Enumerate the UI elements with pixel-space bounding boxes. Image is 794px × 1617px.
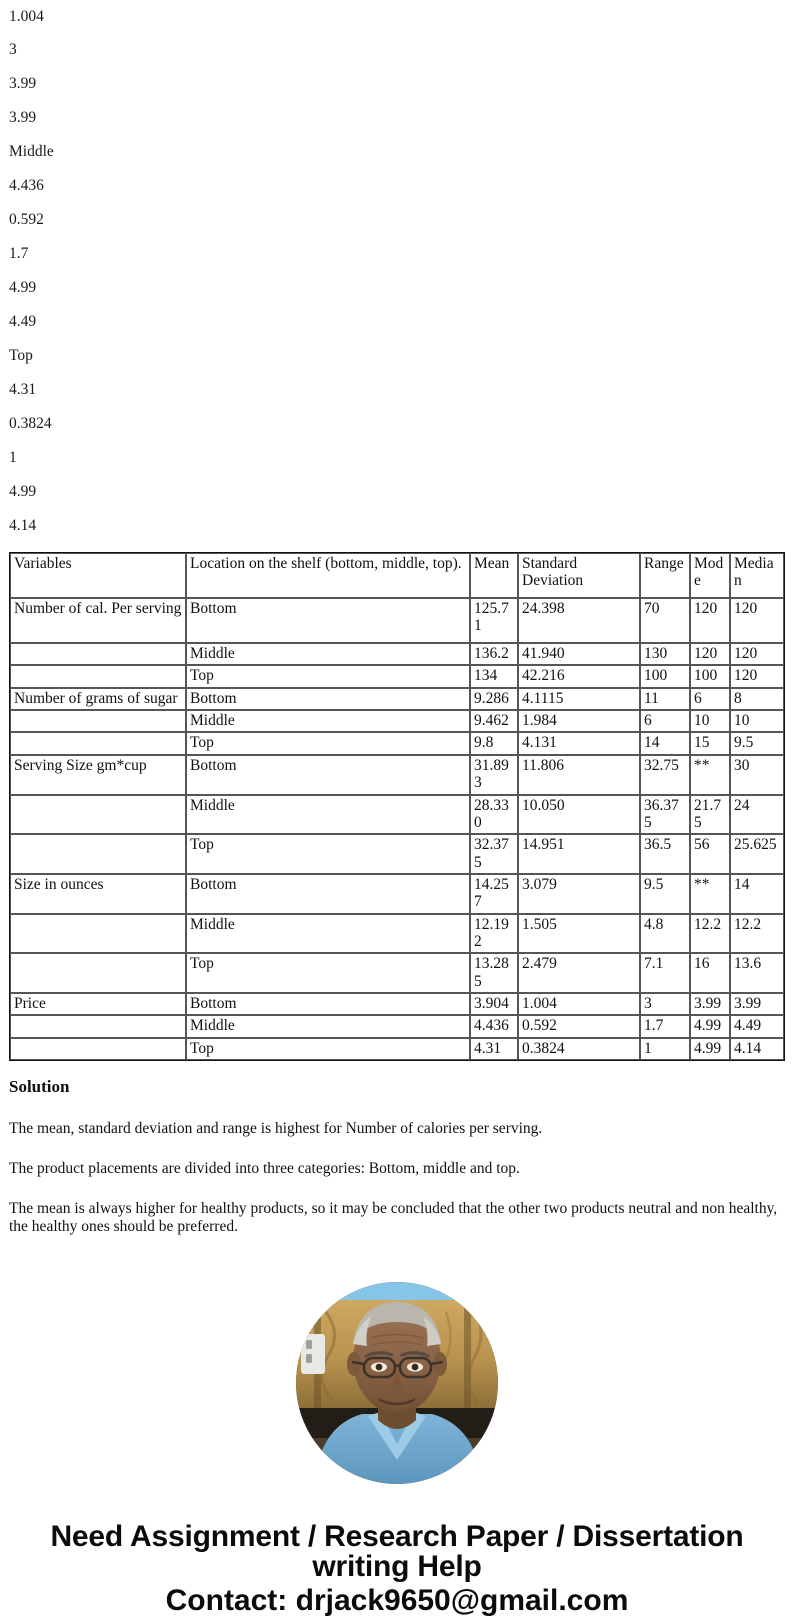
cell-location: Middle [186, 710, 470, 732]
cell-location: Top [186, 732, 470, 754]
solution-paragraph-1: The mean, standard deviation and range is highest for Number of calories per serving. [9, 1119, 543, 1137]
table-row [10, 795, 784, 835]
top-value-item: Top [9, 347, 33, 365]
cell-variable [10, 914, 186, 954]
table-row [10, 598, 784, 643]
header-cell-sd: Standard Deviation [518, 553, 640, 598]
cell-standard-deviation: 4.1115 [518, 688, 640, 710]
cell-mean: 9.286 [470, 688, 518, 710]
solution-heading: Solution [9, 1077, 70, 1097]
cell-standard-deviation: 4.131 [518, 732, 640, 754]
cell-range: 36.5 [640, 834, 690, 874]
cell-mode: 16 [690, 953, 730, 993]
top-value-item: 3 [9, 41, 17, 59]
table-header-row [10, 553, 784, 598]
cell-range: 9.5 [640, 874, 690, 914]
table-row [10, 643, 784, 665]
top-value-list [0, 0, 794, 543]
cell-median: 30 [730, 755, 784, 795]
cell-location: Top [186, 1038, 470, 1060]
cell-variable: Serving Size gm*cup [10, 755, 186, 795]
top-value-item: 4.49 [9, 313, 37, 331]
table-row [10, 993, 784, 1015]
top-value-item: 0.3824 [9, 415, 52, 433]
cell-median: 10 [730, 710, 784, 732]
cell-median: 13.6 [730, 953, 784, 993]
promo-footer [0, 1522, 794, 1616]
top-value-item: Middle [9, 143, 54, 161]
cell-variable [10, 1015, 186, 1037]
cell-standard-deviation: 24.398 [518, 598, 640, 643]
cell-location: Bottom [186, 598, 470, 643]
cell-median: 9.5 [730, 732, 784, 754]
cell-mode: 6 [690, 688, 730, 710]
table-row [10, 710, 784, 732]
cell-variable [10, 732, 186, 754]
top-value-item: 1.004 [9, 7, 44, 25]
cell-variable: Number of grams of sugar [10, 688, 186, 710]
cell-location: Middle [186, 914, 470, 954]
cell-range: 130 [640, 643, 690, 665]
top-value-item: 4.31 [9, 381, 37, 399]
cell-range: 11 [640, 688, 690, 710]
solution-paragraph-2: The product placements are divided into three categories: Bottom, middle and top. [9, 1159, 520, 1177]
cell-standard-deviation: 10.050 [518, 795, 640, 835]
portrait-photo-illustration [296, 1282, 498, 1484]
cell-median: 120 [730, 598, 784, 643]
cell-mean: 3.904 [470, 993, 518, 1015]
cell-mean: 136.2 [470, 643, 518, 665]
cell-standard-deviation: 42.216 [518, 665, 640, 687]
solution-paragraph-3: The mean is always higher for healthy products, so it may be concluded that the other two products neutral and non healthy, the healthy ones should be preferred. [9, 1199, 778, 1235]
cell-variable: Number of cal. Per serving [10, 598, 186, 643]
avatar [296, 1282, 498, 1484]
cell-mode: 3.99 [690, 993, 730, 1015]
cell-range: 6 [640, 710, 690, 732]
cell-standard-deviation: 1.004 [518, 993, 640, 1015]
cell-location: Bottom [186, 874, 470, 914]
cell-location: Middle [186, 1015, 470, 1037]
header-cell-median: Median [730, 553, 784, 598]
cell-standard-deviation: 0.3824 [518, 1038, 640, 1060]
cell-mean: 13.285 [470, 953, 518, 993]
cell-range: 1 [640, 1038, 690, 1060]
top-value-item: 1.7 [9, 245, 29, 263]
cell-mean: 4.31 [470, 1038, 518, 1060]
cell-mode: 120 [690, 598, 730, 643]
promo-line-1: Need Assignment / Research Paper / Dissertation writing Help [50, 1520, 744, 1584]
cell-location: Top [186, 953, 470, 993]
cell-median: 4.14 [730, 1038, 784, 1060]
cell-range: 32.75 [640, 755, 690, 795]
statistics-table-container [9, 552, 785, 1061]
cell-standard-deviation: 1.505 [518, 914, 640, 954]
solution-section [9, 1077, 779, 1236]
cell-location: Middle [186, 795, 470, 835]
cell-median: 14 [730, 874, 784, 914]
top-value-item: 4.436 [9, 177, 44, 195]
cell-variable [10, 953, 186, 993]
cell-median: 4.49 [730, 1015, 784, 1037]
portrait-photo-block [0, 1282, 794, 1484]
table-row [10, 914, 784, 954]
top-value-item: 0.592 [9, 211, 44, 229]
cell-location: Middle [186, 643, 470, 665]
table-row [10, 665, 784, 687]
cell-range: 100 [640, 665, 690, 687]
cell-mode: 120 [690, 643, 730, 665]
table-row [10, 874, 784, 914]
cell-range: 1.7 [640, 1015, 690, 1037]
cell-variable [10, 834, 186, 874]
cell-mode: 4.99 [690, 1015, 730, 1037]
cell-mode: 21.75 [690, 795, 730, 835]
cell-location: Top [186, 834, 470, 874]
cell-median: 25.625 [730, 834, 784, 874]
cell-mode: 56 [690, 834, 730, 874]
table-row [10, 1015, 784, 1037]
top-value-item: 3.99 [9, 75, 37, 93]
cell-variable [10, 1038, 186, 1060]
cell-location: Bottom [186, 688, 470, 710]
cell-mode: ** [690, 755, 730, 795]
header-cell-range: Range [640, 553, 690, 598]
cell-median: 8 [730, 688, 784, 710]
cell-mean: 12.192 [470, 914, 518, 954]
cell-mean: 134 [470, 665, 518, 687]
cell-median: 12.2 [730, 914, 784, 954]
cell-mode: 12.2 [690, 914, 730, 954]
cell-mean: 9.462 [470, 710, 518, 732]
table-row [10, 953, 784, 993]
cell-median: 120 [730, 665, 784, 687]
cell-range: 14 [640, 732, 690, 754]
cell-mode: 15 [690, 732, 730, 754]
header-cell-mode: Mode [690, 553, 730, 598]
top-value-item: 4.99 [9, 279, 37, 297]
cell-median: 120 [730, 643, 784, 665]
cell-mean: 31.893 [470, 755, 518, 795]
cell-range: 3 [640, 993, 690, 1015]
cell-range: 4.8 [640, 914, 690, 954]
table-row [10, 1038, 784, 1060]
cell-variable [10, 643, 186, 665]
cell-location: Bottom [186, 755, 470, 795]
cell-mean: 32.375 [470, 834, 518, 874]
cell-mean: 28.330 [470, 795, 518, 835]
top-value-item: 4.99 [9, 483, 37, 501]
table-row [10, 755, 784, 795]
table-row [10, 834, 784, 874]
cell-mode: ** [690, 874, 730, 914]
cell-range: 36.375 [640, 795, 690, 835]
cell-median: 24 [730, 795, 784, 835]
statistics-table [9, 552, 785, 1061]
cell-standard-deviation: 2.479 [518, 953, 640, 993]
header-cell-mean: Mean [470, 553, 518, 598]
header-cell-location: Location on the shelf (bottom, middle, top). [186, 553, 470, 598]
cell-standard-deviation: 41.940 [518, 643, 640, 665]
cell-variable [10, 710, 186, 732]
cell-mode: 10 [690, 710, 730, 732]
cell-standard-deviation: 1.984 [518, 710, 640, 732]
table-row [10, 732, 784, 754]
cell-location: Top [186, 665, 470, 687]
cell-range: 7.1 [640, 953, 690, 993]
top-value-item: 1 [9, 449, 17, 467]
cell-standard-deviation: 14.951 [518, 834, 640, 874]
cell-variable [10, 795, 186, 835]
cell-standard-deviation: 3.079 [518, 874, 640, 914]
table-row [10, 688, 784, 710]
cell-mode: 4.99 [690, 1038, 730, 1060]
cell-mean: 14.257 [470, 874, 518, 914]
cell-mode: 100 [690, 665, 730, 687]
promo-line-2: Contact: drjack9650@gmail.com [165, 1584, 629, 1617]
top-value-item: 4.14 [9, 517, 37, 535]
cell-variable: Size in ounces [10, 874, 186, 914]
cell-variable [10, 665, 186, 687]
header-cell-variables: Variables [10, 553, 186, 598]
cell-mean: 4.436 [470, 1015, 518, 1037]
cell-standard-deviation: 11.806 [518, 755, 640, 795]
top-value-item: 3.99 [9, 109, 37, 127]
cell-mean: 9.8 [470, 732, 518, 754]
cell-median: 3.99 [730, 993, 784, 1015]
cell-range: 70 [640, 598, 690, 643]
cell-location: Bottom [186, 993, 470, 1015]
cell-standard-deviation: 0.592 [518, 1015, 640, 1037]
cell-variable: Price [10, 993, 186, 1015]
cell-mean: 125.71 [470, 598, 518, 643]
